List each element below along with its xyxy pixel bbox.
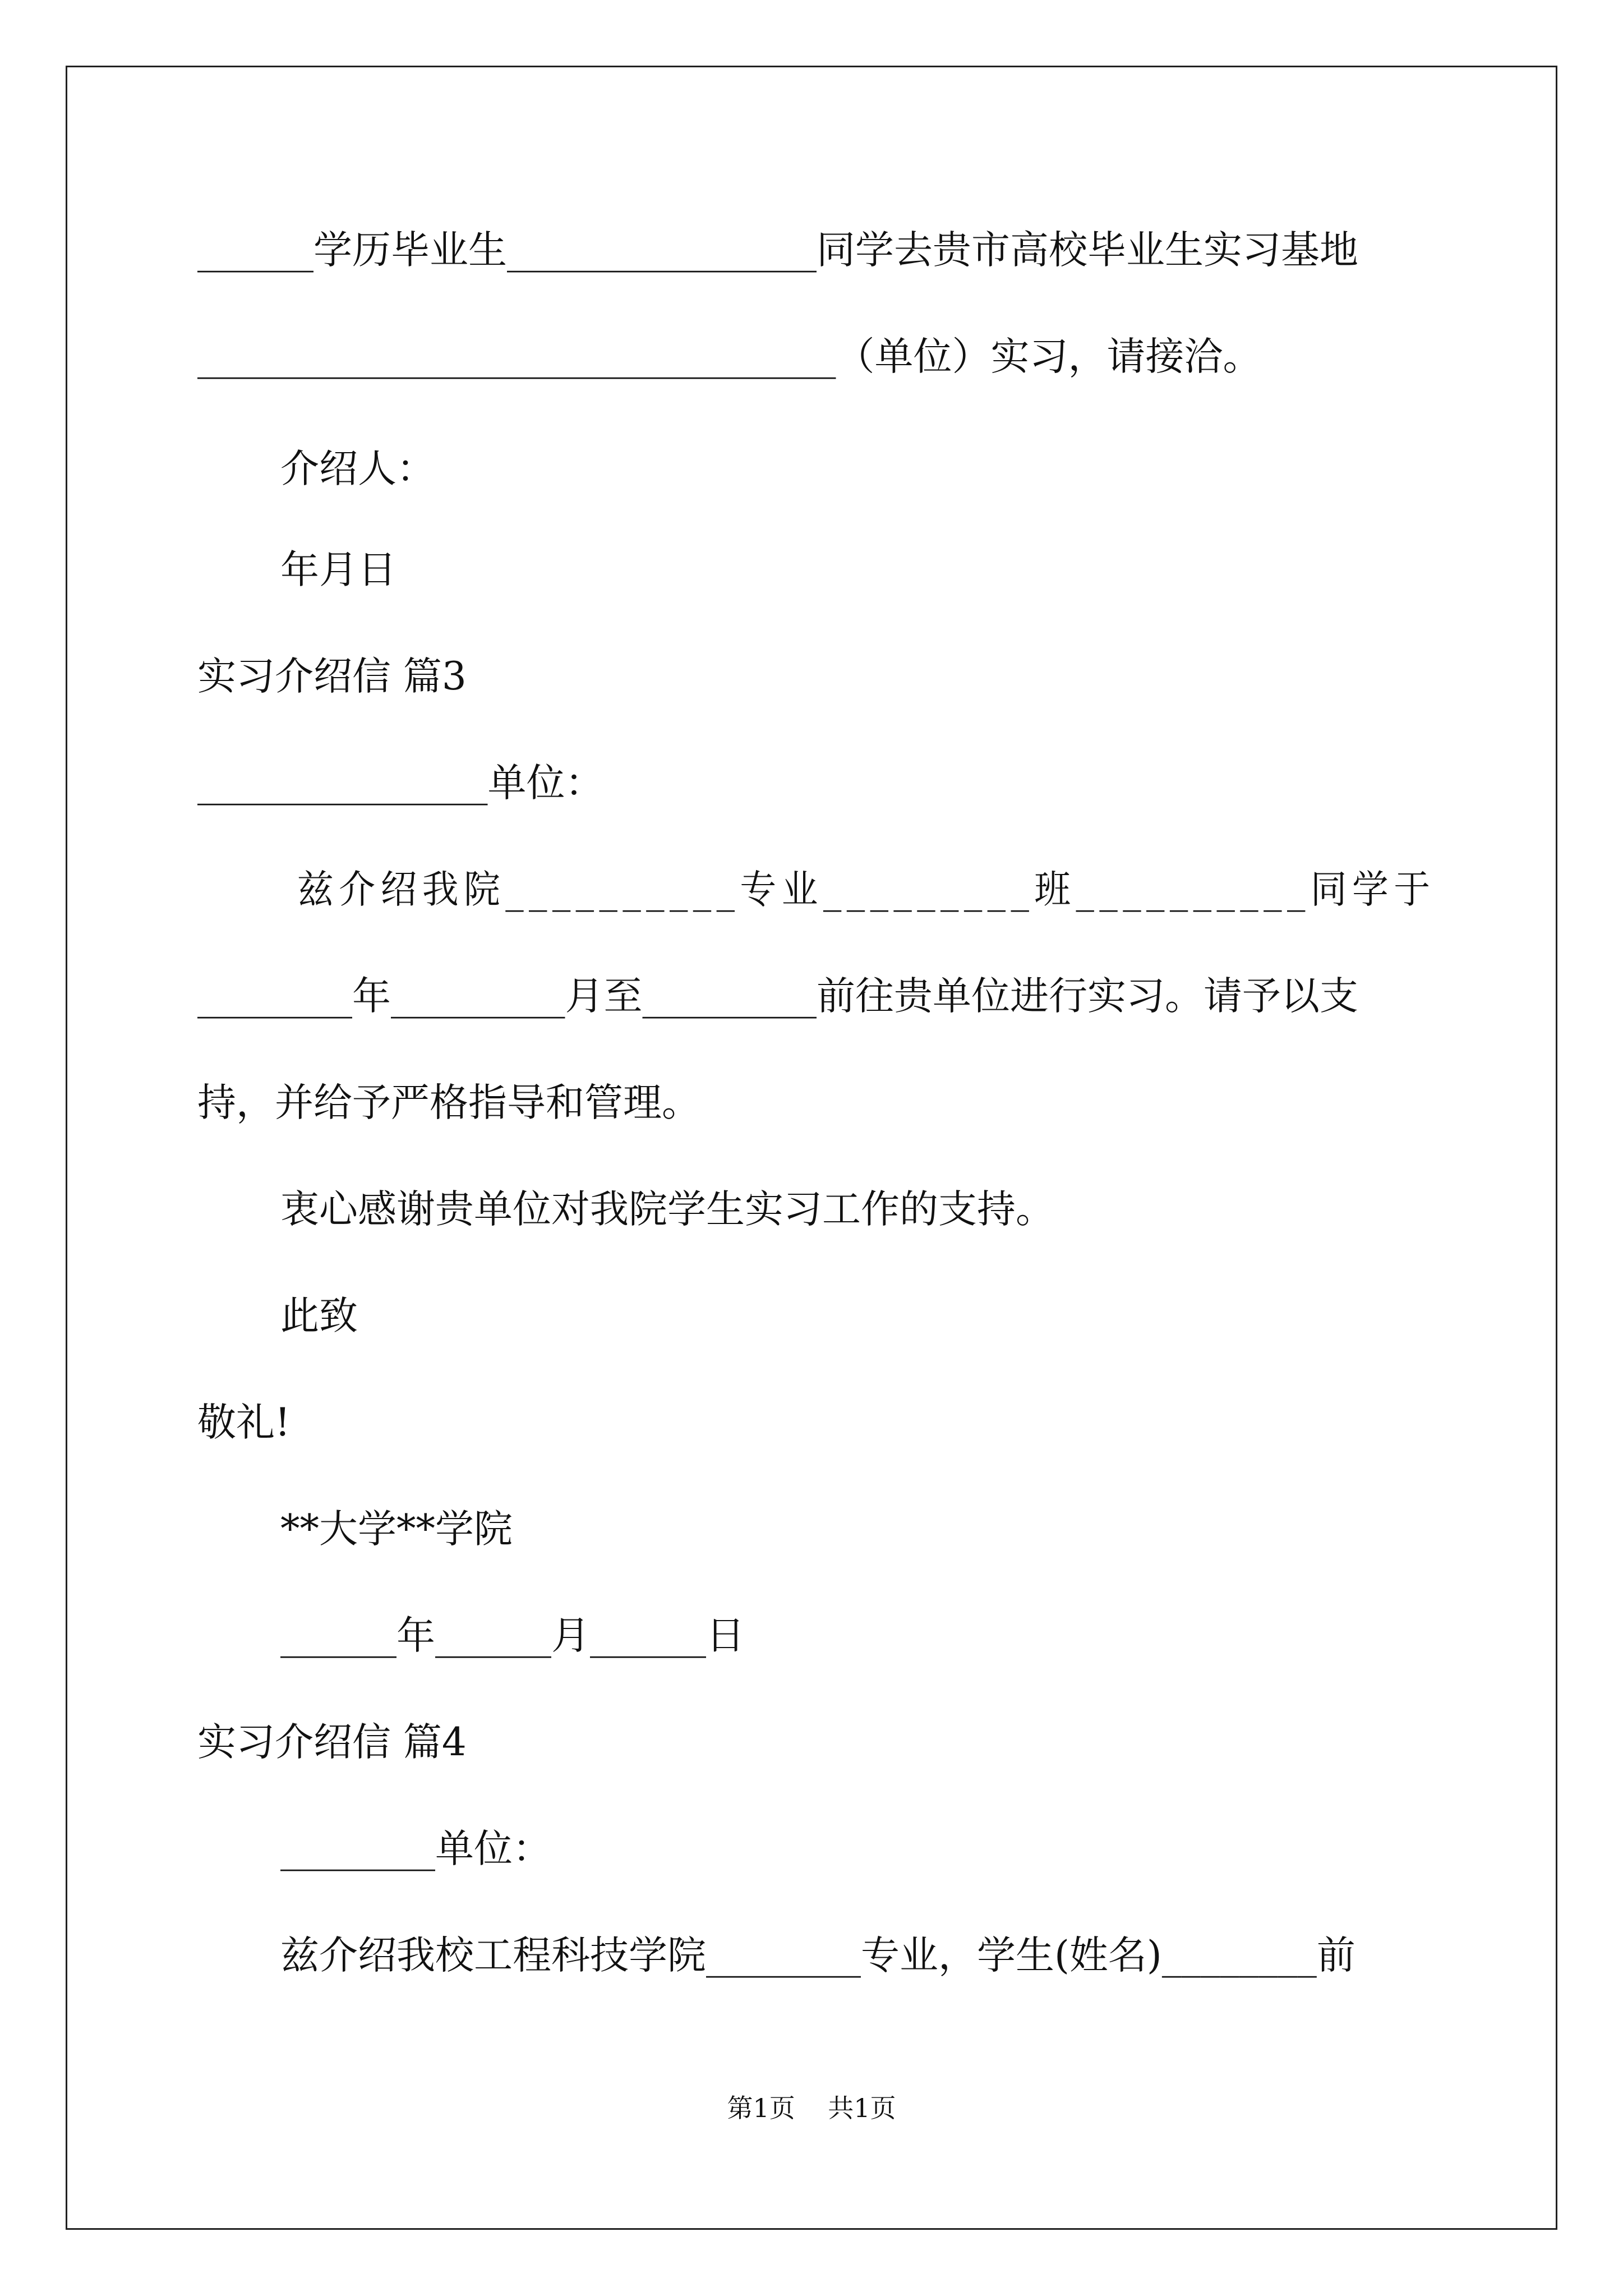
body-paragraph-line-4: 兹介绍我校工程科技学院________专业，学生(姓名)________前 <box>280 1933 1355 1978</box>
thanks-line: 衷心感谢贵单位对我院学生实习工作的支持。 <box>280 1187 1054 1232</box>
signature-date: ______年______月______日 <box>280 1613 745 1658</box>
body-line-1: ______学历毕业生________________同学去贵市高校毕业生实习基地 <box>197 228 1358 273</box>
page-border <box>66 66 1557 2230</box>
signature-institution: **大学**学院 <box>280 1507 513 1552</box>
introducer-label: 介绍人： <box>280 447 435 491</box>
page-number-footer: 第1页 共1页 <box>727 2093 896 2123</box>
body-paragraph-line-1: 兹介绍我院__________专业_________班__________同学于 <box>297 867 1436 912</box>
salutation-line: 此致 <box>280 1294 358 1338</box>
body-line-2: _________________________________（单位）实习，请接洽。 <box>197 334 1262 379</box>
closing-line: 敬礼! <box>197 1400 291 1445</box>
recipient-unit-line-2: ________单位： <box>280 1826 551 1871</box>
section-heading-3: 实习介绍信 篇3 <box>197 654 467 699</box>
section-heading-4: 实习介绍信 篇4 <box>197 1720 467 1765</box>
date-line: 年月日 <box>280 547 396 592</box>
body-paragraph-line-2: ________年_________月至_________前往贵单位进行实习。请予以支 <box>197 974 1358 1019</box>
recipient-unit-line: _______________单位： <box>197 761 604 806</box>
body-paragraph-line-3: 持，并给予严格指导和管理。 <box>197 1080 700 1125</box>
